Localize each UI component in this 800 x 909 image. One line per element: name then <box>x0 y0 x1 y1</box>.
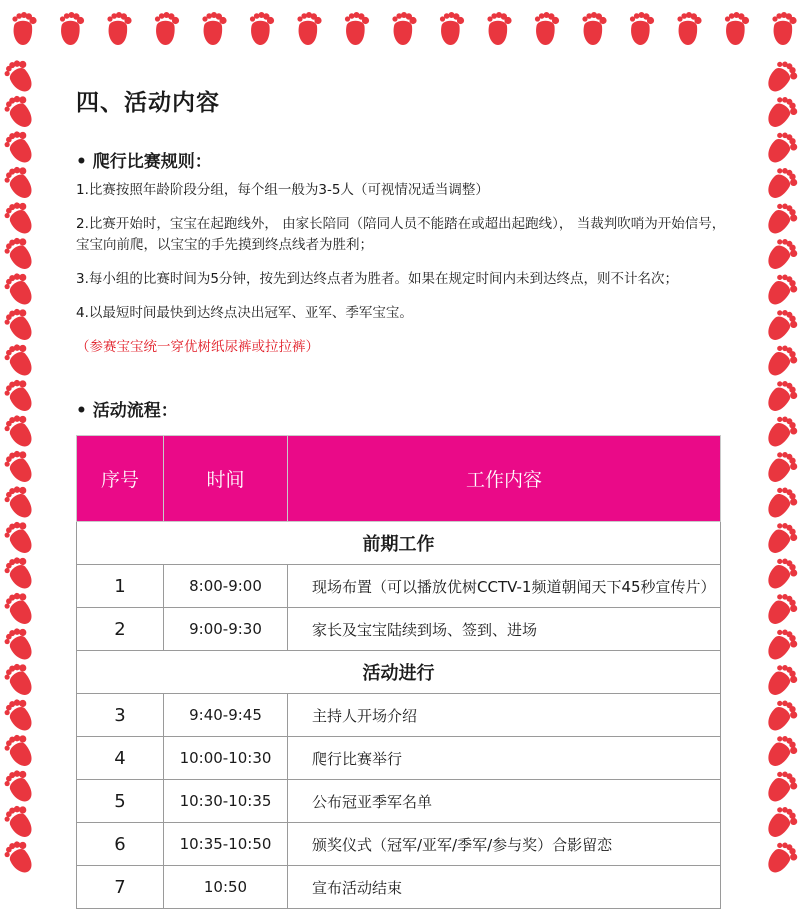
flow-table <box>76 435 721 909</box>
row-number: 5 <box>77 780 164 823</box>
footprint-icon <box>1 517 40 558</box>
footprint-icon <box>1 162 40 203</box>
footprint-icon <box>155 12 179 45</box>
table-row <box>77 694 721 737</box>
footprint-icon <box>1 304 40 345</box>
footprint-icon <box>763 270 800 311</box>
footprint-icon <box>202 12 226 45</box>
footprint-icon <box>1 339 40 380</box>
footprint-icon <box>1 197 40 238</box>
footprint-icon <box>1 765 40 806</box>
footprint-icon <box>12 12 36 45</box>
group-row-ongoing <box>77 651 721 694</box>
footprint-icon <box>763 696 800 737</box>
footprint-icon <box>763 306 800 347</box>
row-time: 8:00-9:00 <box>164 565 288 608</box>
table-row <box>77 608 721 651</box>
row-work: 公布冠亚季军名单 <box>288 780 721 823</box>
row-work: 家长及宝宝陆续到场、签到、进场 <box>288 608 721 651</box>
footprint-icon <box>763 199 800 240</box>
row-time: 10:00-10:30 <box>164 737 288 780</box>
row-work: 爬行比赛举行 <box>288 737 721 780</box>
col-header-work: 工作内容 <box>288 436 721 522</box>
footprint-icon <box>1 694 40 735</box>
footprint-icon <box>1 233 40 274</box>
footprint-icon <box>763 93 800 134</box>
row-work: 宣布活动结束 <box>288 866 721 909</box>
footprint-icon <box>1 801 40 842</box>
footprint-icon <box>763 803 800 844</box>
footprint-icon <box>763 448 800 489</box>
footprint-icon <box>763 483 800 524</box>
footprint-icon <box>763 128 800 169</box>
table-row <box>77 823 721 866</box>
footprint-icon <box>1 836 40 877</box>
footprint-icon <box>582 12 606 45</box>
row-time: 10:50 <box>164 866 288 909</box>
row-number: 4 <box>77 737 164 780</box>
row-work: 现场布置（可以播放优树CCTV-1频道朝闻天下45秒宣传片） <box>288 565 721 608</box>
flow-heading: • 活动流程： <box>76 401 178 421</box>
rule-item-2: 2.比赛开始时，宝宝在起跑线外， 由家长陪同（陪同人员不能踏在或超出起跑线）， 当裁判吹哨为开始信号，宝宝向前爬，以宝宝的手先摸到终点线者为胜利； <box>76 216 726 253</box>
footprint-icon <box>630 12 654 45</box>
footprint-icon <box>297 12 321 45</box>
footprint-icon <box>1 588 40 629</box>
footprint-icon <box>763 519 800 560</box>
footprint-icon <box>1 91 40 132</box>
footprint-icon <box>725 12 749 45</box>
footprint-icon <box>1 446 40 487</box>
table-row <box>77 866 721 909</box>
footprint-icon <box>1 552 40 593</box>
footprint-icon <box>60 12 84 45</box>
footprint-icon <box>763 377 800 418</box>
row-work: 颁奖仪式（冠军/亚军/季军/参与奖）合影留恋 <box>288 823 721 866</box>
col-header-number: 序号 <box>77 436 164 522</box>
section-title: 四、活动内容 <box>76 90 220 116</box>
footprint-icon <box>1 481 40 522</box>
footprint-icon <box>392 12 416 45</box>
footprint-icon <box>763 767 800 808</box>
table-row <box>77 780 721 823</box>
table-row <box>77 737 721 780</box>
footprint-icon <box>772 12 796 45</box>
footprint-icon <box>1 375 40 416</box>
table-row <box>77 565 721 608</box>
footprint-icon <box>1 410 40 451</box>
footprint-icon <box>763 625 800 666</box>
row-time: 10:30-10:35 <box>164 780 288 823</box>
row-time: 9:00-9:30 <box>164 608 288 651</box>
footprint-icon <box>763 57 800 98</box>
row-number: 7 <box>77 866 164 909</box>
rule-item-1: 1.比赛按照年龄阶段分组，每个组一般为3-5人（可视情况适当调整） <box>76 182 489 198</box>
activity-content <box>76 84 726 429</box>
row-number: 3 <box>77 694 164 737</box>
row-time: 10:35-10:50 <box>164 823 288 866</box>
footprint-icon <box>763 235 800 276</box>
row-number: 1 <box>77 565 164 608</box>
footprint-icon <box>1 623 40 664</box>
col-header-time: 时间 <box>164 436 288 522</box>
row-number: 6 <box>77 823 164 866</box>
group-row-prework <box>77 522 721 565</box>
rule-item-3: 3.每小组的比赛时间为5分钟，按先到达终点者为胜者。如果在规定时间内未到达终点，则不计名次； <box>76 271 678 287</box>
footprint-icon <box>763 661 800 702</box>
footprint-icon <box>487 12 511 45</box>
flow-header-row <box>77 436 721 522</box>
row-work: 主持人开场介绍 <box>288 694 721 737</box>
footprint-icon <box>1 730 40 771</box>
footprint-icon <box>1 55 40 96</box>
footprint-icon <box>763 838 800 879</box>
footprint-icon <box>1 126 40 167</box>
footprint-icon <box>763 341 800 382</box>
footprint-icon <box>763 554 800 595</box>
footprint-icon <box>250 12 274 45</box>
footprint-icon <box>535 12 559 45</box>
footprint-icon <box>345 12 369 45</box>
rules-heading: • 爬行比赛规则： <box>76 152 212 172</box>
footprint-icon <box>107 12 131 45</box>
row-number: 2 <box>77 608 164 651</box>
footprint-icon <box>677 12 701 45</box>
footprint-icon <box>1 659 40 700</box>
footprint-icon <box>763 164 800 205</box>
footprint-icon <box>1 268 40 309</box>
footprint-icon <box>763 412 800 453</box>
footprint-icon <box>440 12 464 45</box>
group-title: 前期工作 <box>77 522 721 565</box>
group-title: 活动进行 <box>77 651 721 694</box>
footprint-icon <box>763 590 800 631</box>
rule-item-4: 4.以最短时间最快到达终点决出冠军、亚军、季军宝宝。 <box>76 305 413 321</box>
footprint-icon <box>763 732 800 773</box>
row-time: 9:40-9:45 <box>164 694 288 737</box>
rules-note: （参赛宝宝统一穿优树纸尿裤或拉拉裤） <box>76 339 319 355</box>
